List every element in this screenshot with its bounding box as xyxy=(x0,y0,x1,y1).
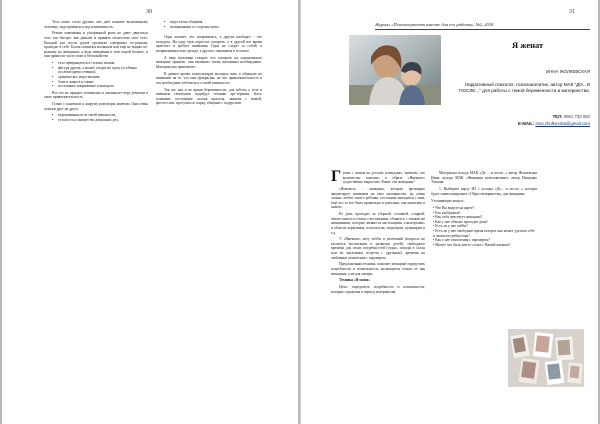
list-item: • переживания из-за своей внешности, xyxy=(54,113,148,118)
email-label: E-MAIL: xyxy=(518,121,535,126)
paragraph: У «Ямемать» нету хобби и увлечений (вопросы не касаются воспитания и развития детей), свободного времени для своих потребностей (отдых, походы в салон или по магазинам, встречи с друзьями), времени на любовные отношения с партнером. xyxy=(331,237,425,260)
right-page-column-2 xyxy=(431,171,537,249)
questions-list xyxy=(431,206,537,247)
list-item: • боли в животе в спине; xyxy=(54,80,148,85)
paragraph: Ее день проходит за уборкой, готовкой, стиркой; читает книги и статьи о воспитании, общается с такими же женщинами, которые являются настоящими «экспертами» в области кормления, психологии, педиатрии, кулинарии и т.д. xyxy=(331,212,425,235)
article-title: Я женат xyxy=(512,40,544,50)
paragraph: Все это не придает оптимизма и уменьшает веру девушки в свою привлекательность. xyxy=(44,90,148,100)
list-item: • Как у нее отношения с партнером? xyxy=(433,238,490,243)
paragraph: А ведь мужчины говорят, что смотреть на хорошенькую женщину приятно, она вызывает очень желанным вообщедавно. Материнство привлекает. xyxy=(156,55,262,69)
page-number-right: 31 xyxy=(569,9,575,15)
paragraph: «Ямемать» - женщина, которая чрезмерно акцентирует внимание на свое материнство, ну очень сильно любит своего ребенка, постоянно находится с ним, ещё что то все было правильно и идеально, как написано в книгах. xyxy=(331,186,425,210)
list-item: • Что Вы видите на карте? xyxy=(433,205,475,210)
drop-cap: Г xyxy=(331,168,342,185)
bullet-list xyxy=(44,61,148,89)
list-item: • Как у нее обычно проходит день? xyxy=(433,219,488,224)
technique-title: Техника «Я-мама» xyxy=(339,278,371,283)
list-item: • непонимания со стороны мужа. xyxy=(166,25,262,30)
right-page-column-1 xyxy=(331,168,425,297)
list-item: • Есть ли у нее хобби? xyxy=(433,224,468,229)
list-item: • усталость и множество домашних дел, xyxy=(54,118,148,123)
paragraph: Предложенная техника, поможет женщине определить потребности и возможности, касающиеся только ее как женщины, а не как матери. xyxy=(331,262,425,276)
contact-email xyxy=(479,121,590,126)
left-page-column-2 xyxy=(156,20,262,108)
questions-title: Уточняющие вопрос: xyxy=(431,199,465,204)
paragraph xyxy=(331,168,425,185)
cards-photo xyxy=(508,329,584,387)
article-author: ИННА ЖОЛКЕВСКАЯ xyxy=(546,69,590,74)
email-link[interactable]: inna.zholkevska@gmail.com xyxy=(535,121,590,126)
list-item: • недостаток общения, xyxy=(166,20,262,25)
phone-value: 0961 733 082 xyxy=(563,114,590,119)
paragraph: Одна шепнет, что поправилась, а другая наоборот - что похудела. На одну муж перестал смотреть, а в другой все время пристает и требует внимания. Одна не следит за собой, в неприязненностью одежде, а другая с макияжем и в платье. xyxy=(156,35,262,53)
page-number-left: 30 xyxy=(146,9,152,15)
left-page xyxy=(2,0,298,424)
contact-phone xyxy=(479,114,590,119)
list-item: • постоянное напряжение и контроль. xyxy=(54,84,148,89)
phone-label: ТЕЛ: xyxy=(552,114,563,119)
paragraph: Так же, как и во время беременности, для заботы о теле и внешнем самочувии подойдут техники арт-терапии, йога, плавание, посещение салона красоты, занятия с мамой, фотосессии, прогулки по парку, общение с подругами. xyxy=(156,87,262,106)
journal-header: Журнал «Психотерапевт вместе для его работы» №2, 2018 xyxy=(375,22,494,27)
list-item: • тело превращается в сплошь можно; xyxy=(54,61,148,66)
paragraph: Резкие изменения и ускоренный ритм не дают двигаться тело так быстро, как раньше и принять полностью свое тело. Каждый раз после родов организм совершено по-разному проходит в себе. Багаж появился малышом или ещё не видны по-разному на женщинах, а ведь изменения в теле порой больше, и они приносят часто тоже и беспокойство xyxy=(44,31,148,59)
right-page xyxy=(301,0,598,424)
left-page-column-1 xyxy=(44,20,148,125)
list-item: • хроническое недосыпание; xyxy=(54,75,148,80)
paragraph: В данное время, консультируя молодых мам, я обращаю их внимание на то, что они прекрасны, но что привлекательность и что необходимо заботиться о своей внешности. xyxy=(156,71,262,85)
paragraph: Материалы колода МАК «До ... и после...» автор Жолкевская Инна, колода МАК «Женщина нечеловечные» автор Пыщенко Татьяна. xyxy=(431,171,537,185)
author-photo xyxy=(349,35,441,105)
bullet-list xyxy=(44,113,148,122)
paragraph: Гуляю с сыночком я снаружу разговоры замечаю. Они очень похожи друг на друга: xyxy=(44,102,148,111)
header-divider xyxy=(375,29,590,30)
author-bio: Нарративный психолог, психоаналитик, автор МАК "ДО...И ПОСЛЕ..." для работы с темой беременности и материнства. xyxy=(459,82,590,94)
list-item: • Может что быть как-то схоже с Вашей жизнью? xyxy=(433,242,511,247)
list-item: • фигура другая, а может уходит не сразу (особенно послекесарева сечения); xyxy=(54,66,148,75)
list-item: • Кто изображен? xyxy=(433,210,461,215)
paragraph: Тело опять стало другим, оно даёт понятие включенному человеку, подстраиваться под изменчивость. xyxy=(44,20,148,29)
list-item: • Как себя чувствует женщина? xyxy=(433,215,483,220)
list-item: • Есть ли у нее свободное время которое она может уделить себе и своим потребностям? xyxy=(433,228,535,238)
paragraph: 1. Выберите карту ИЗ с колоды «До... и после...» которая будет символизировать «Образ материнства» для женщины. xyxy=(431,186,537,196)
bullet-list xyxy=(156,20,262,29)
paragraph: Цель: определить потребности и возможности, которые отражены в период материнства. xyxy=(331,285,425,294)
intro-text: уляю с сыном на детских площадках, замечаю, что количество замечаю, в образе «Ямемать» существенно вырастает. Какие эти женщины? xyxy=(342,171,425,185)
